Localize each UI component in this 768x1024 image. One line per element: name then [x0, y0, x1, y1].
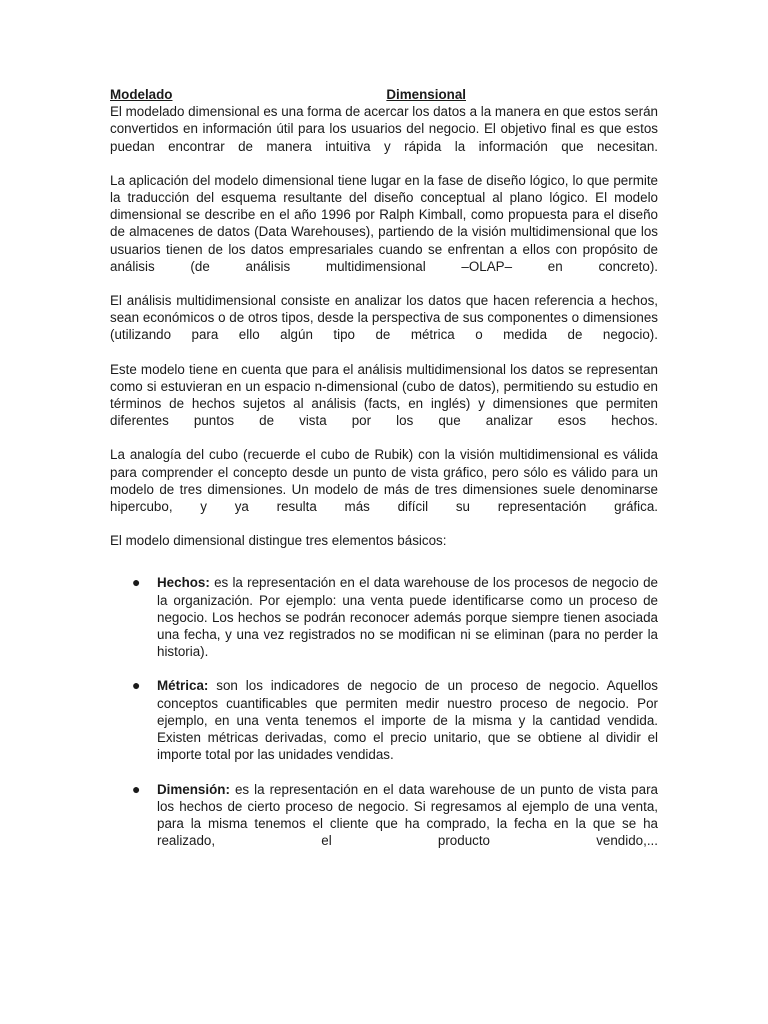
- list-item-hechos: [110, 574, 658, 660]
- desc-dimension: es la representación en el data warehouse de un punto de vista para los hechos de cierto proceso de negocio. Si regresamos al ejemplo de una venta, para la misma tenemos el cliente que ha comprado, la fecha en la que se ha realizado, el producto vendido,...: [157, 781, 658, 849]
- bullet-icon: ●: [132, 780, 141, 797]
- paragraph-cube: La analogía del cubo (recuerde el cubo de Rubik) con la visión multidimensional es válida para comprender el concepto desde un punto de vista gráfico, pero sólo es válido para un modelo de tres dimensiones. Un modelo de más de tres dimensiones suele denominarse hipercubo, y ya resulta más difícil su representación gráfica.: [110, 447, 658, 515]
- desc-metrica: son los indicadores de negocio de un proceso de negocio. Aquellos conceptos cuantificables que permiten medir nuestro proceso de negocio. Por ejemplo, en una venta tenemos el importe de la misma y la cantidad vendida. Existen métricas derivadas, como el precio unitario, que se obtiene al dividir el importe total por las unidades vendidas.: [157, 678, 658, 763]
- list-item-dimension: [110, 781, 658, 850]
- bullet-icon: ●: [132, 574, 141, 591]
- paragraph-model: Este modelo tiene en cuenta que para el análisis multidimensional los datos se representan como si estuvieran en un espacio n-dimensional (cubo de datos), permitiendo su estudio en términos de hechos sujetos al análisis (facts, en inglés) y dimensiones que permiten diferentes puntos de vista por los que analizar esos hechos.: [110, 361, 658, 429]
- term-hechos: Hechos:: [157, 575, 215, 591]
- elements-list: [110, 574, 658, 849]
- bullet-icon: ●: [132, 677, 141, 694]
- paragraph-application: La aplicación del modelo dimensional tiene lugar en la fase de diseño lógico, lo que permite la traducción del esquema resultante del diseño conceptual al plano lógico. El modelo dimensional se describe en el año 1996 por Ralph Kimball, como propuesta para el diseño de almacenes de datos (Data Warehouses), partiendo de la visión multidimensional que los usuarios tienen de los datos empresariales cuando se enfrentan a ellos con propósito de análisis (de análisis multidimensional –OLAP– en concreto).: [110, 172, 658, 274]
- paragraph-lead: El modelo dimensional distingue tres elementos básicos:: [110, 533, 447, 549]
- paragraph-analysis: El análisis multidimensional consiste en analizar los datos que hacen referencia a hechos, sean económicos o de otros tipos, desde la perspectiva de sus componentes o dimensiones (utilizando para ello algún tipo de métrica o medida de negocio).: [110, 293, 658, 343]
- title-left: Modelado: [110, 87, 173, 102]
- document-page: [110, 86, 658, 866]
- document-title: [110, 86, 466, 103]
- title-right: Dimensional: [386, 87, 466, 102]
- term-dimension: Dimensión:: [157, 781, 235, 797]
- list-item-metrica: [110, 677, 658, 763]
- paragraph-intro: El modelado dimensional es una forma de acercar los datos a la manera en que estos serán convertidos en información útil para los usuarios del negocio. El objetivo final es que estos puedan encontrar de manera intuitiva y rápida la información que necesitan.: [110, 104, 658, 154]
- term-metrica: Métrica:: [157, 678, 217, 694]
- desc-hechos: es la representación en el data warehouse de los procesos de negocio de la organización. Por ejemplo: una venta puede identificarse como un proceso de negocio. Los hechos se podrán reconocer además porque siempre tienen asociada una fecha, y una vez registrados no se modifican ni se eliminan (para no perder la historia).: [157, 575, 658, 660]
